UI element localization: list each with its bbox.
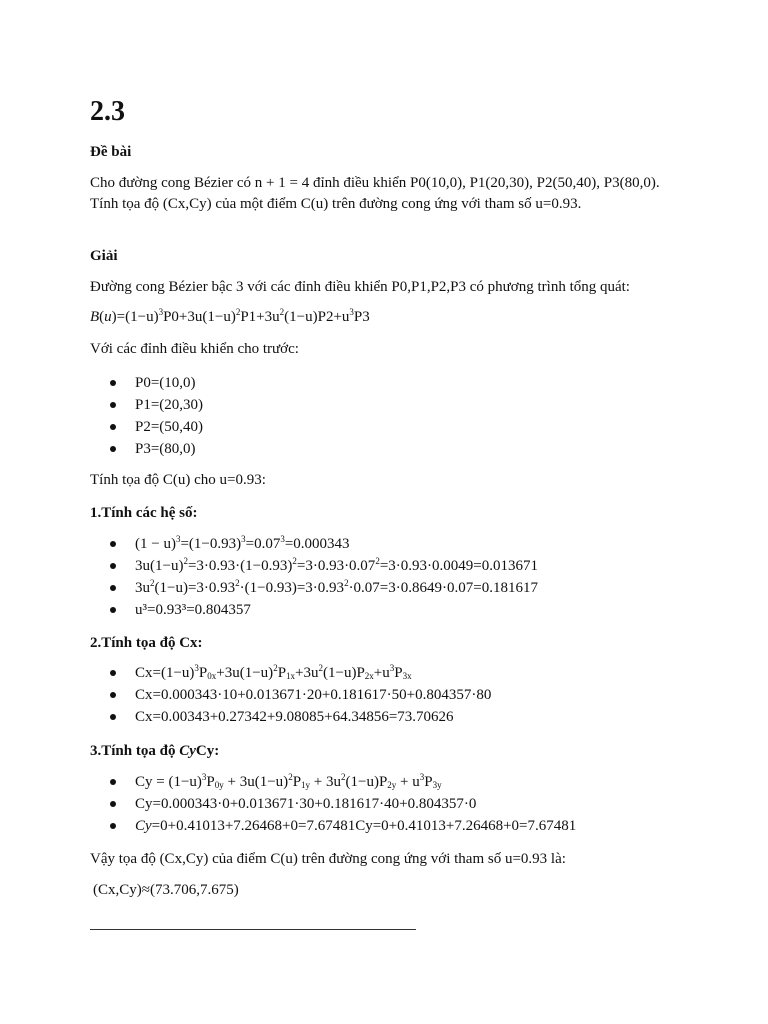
list-item: $3u^2(1-u)=3\cdot 0.93^2\cdot(1-0.93)=3\cdot 0.93^2\cdot 0.07=3\cdot 0.8649\cdot 0.07=0.181617$ [135, 577, 538, 599]
list-item: Cx=0.000343·10+0.013671·20+0.181617·50+0.804357·80 [135, 684, 491, 706]
list-item: u³=0.93³=0.804357 [135, 599, 538, 621]
cx-list [90, 662, 491, 728]
list-item: $Cx=(1-u)^3P_{0x}+3u(1-u)^2P_{1x}+3u^2(1-u)P_{2x}+u^3P_{3x}$ [135, 662, 491, 684]
list-item: P3=(80,0) [135, 438, 203, 460]
section-title: 2.3 [90, 96, 125, 127]
conclusion-result: (Cx,Cy)≈(73.706,7.675) [93, 882, 239, 898]
control-points-intro: Với các đỉnh điều khiển cho trước: [90, 341, 299, 357]
compute-intro: Tính tọa độ C(u) cho u=0.93: [90, 472, 266, 488]
cy-list [90, 771, 576, 837]
list-item: P0=(10,0) [135, 372, 203, 394]
problem-heading: Đề bài [90, 144, 132, 160]
conclusion-text: Vậy tọa độ (Cx,Cy) của điểm C(u) trên đường cong ứng với tham số u=0.93 là: [90, 851, 566, 867]
list-item: Cy=0.000343·0+0.013671·30+0.181617·40+0.804357·0 [135, 793, 576, 815]
horizontal-rule [90, 929, 416, 930]
list-item: P1=(20,30) [135, 394, 203, 416]
problem-text: Cho đường cong Bézier có n + 1 = 4 đỉnh điều khiển P0(10,0), P1(20,30), P2(50,40), P3(80,0). Tính tọa độ (Cx,Cy) của một điểm C(u) trên đường cong ứng với tham số u=0.93. [90, 175, 660, 212]
control-points-list [90, 372, 203, 460]
list-item: $Cy = (1-u)^3P_{0y} + 3u(1-u)^2P_{1y} + 3u^2(1-u)P_{2y} + u^3P_{3y}$ [135, 771, 576, 793]
step2-heading: 2.Tính tọa độ Cx: [90, 635, 203, 651]
list-item: Cx=0.00343+0.27342+9.08085+64.34856=73.70626 [135, 706, 491, 728]
list-item: $(1 - u)^3=(1-0.93)^3=0.07^3=0.000343$ [135, 533, 538, 555]
list-item: $3u(1-u)^2=3\cdot 0.93\cdot(1-0.93)^2=3\cdot 0.93\cdot 0.07^2=3\cdot 0.93\cdot 0.0049=0.013671$ [135, 555, 538, 577]
solution-heading: Giải [90, 248, 118, 264]
step3-heading: 3.Tính tọa độ CyCy: [90, 743, 220, 759]
solution-intro: Đường cong Bézier bậc 3 với các đỉnh điều khiển P0,P1,P2,P3 có phương trình tổng quát: [90, 279, 630, 295]
list-item: P2=(50,40) [135, 416, 203, 438]
bezier-formula: $B(u)=(1-u)^3P0+3u(1-u)^2P1+3u^2(1-u)P2+u^3P3$ [90, 307, 370, 325]
coefficients-list [90, 533, 538, 621]
list-item: Cy=0+0.41013+7.26468+0=7.67481Cy=0+0.41013+7.26468+0=7.67481 [135, 815, 576, 837]
step1-heading: 1.Tính các hệ số: [90, 505, 198, 521]
